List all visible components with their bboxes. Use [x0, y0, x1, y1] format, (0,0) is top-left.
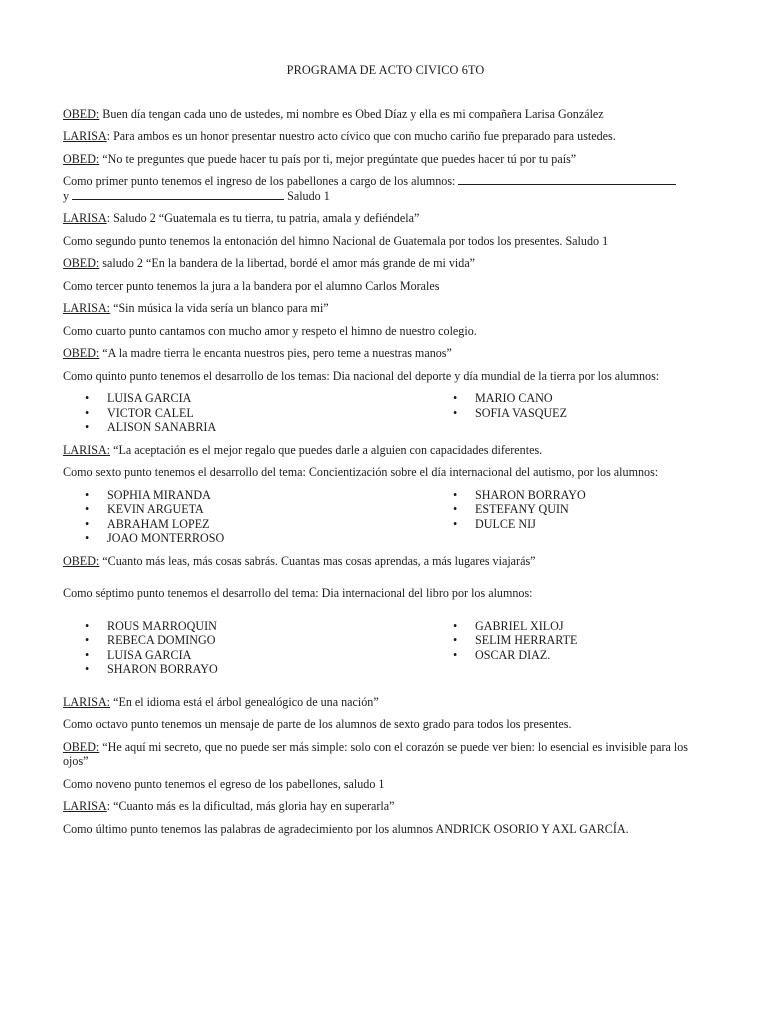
list-item: • ESTEFANY QUIN: [453, 502, 708, 517]
list-item: • ABRAHAM LOPEZ: [85, 517, 453, 532]
student-list-septimo: [63, 619, 708, 677]
line-obed-quote-1: [63, 152, 708, 167]
student-list-quinto: [63, 391, 708, 435]
line-larisa-saludo: [63, 211, 708, 226]
line-obed-saludo: [63, 256, 708, 271]
line-segundo-punto: [63, 234, 708, 249]
document-title: PROGRAMA DE ACTO CIVICO 6TO: [286, 63, 485, 77]
list-item: • KEVIN ARGUETA: [85, 502, 453, 517]
line-text: Buen día tengan cada uno de ustedes, mi nombre es Obed Díaz y ella es mi compañera Larisa González: [99, 106, 604, 121]
list-item: • GABRIEL XILOJ: [453, 619, 708, 634]
list-item: • OSCAR DIAZ.: [453, 648, 708, 663]
list-item: • VICTOR CALEL: [85, 406, 453, 421]
list-item: • DULCE NIJ: [453, 517, 708, 532]
student-list-left: [63, 391, 453, 435]
line-text: : Para ambos es un honor presentar nuestro acto cívico que con mucho cariño fue preparado para ustedes.: [106, 129, 616, 143]
line-text: : Saludo 2 “Guatemala es tu tierra, tu patria, amala y defiéndela”: [106, 211, 420, 225]
fill-in-blank: [458, 174, 676, 185]
line-text: y: [63, 188, 73, 203]
line-larisa-aceptacion: [63, 443, 708, 458]
line-tercer-punto: [63, 279, 708, 294]
list-item: • SHARON BORRAYO: [453, 488, 708, 503]
student-list-right: [453, 488, 708, 546]
line-text: “A la madre tierra le encanta nuestros pies, pero teme a nuestras manos”: [99, 346, 452, 360]
line-text: Como sexto punto tenemos el desarrollo del tema: Concientización sobre el día internacional del autismo, por los alumnos:: [63, 465, 659, 479]
line-text: “Cuanto más leas, más cosas sabrás. Cuantas mas cosas aprendas, a más lugares viajarás”: [99, 553, 536, 568]
line-text: “Sin música la vida sería un blanco para mi”: [110, 301, 329, 315]
line-text: “La aceptación es el mejor regalo que puedes darle a alguien con capacidades diferentes.: [110, 442, 543, 457]
line-cuarto-punto: [63, 324, 708, 339]
line-obed-secreto: [63, 740, 708, 769]
line-text: Como tercer punto tenemos la jura a la bandera por el alumno Carlos Morales: [63, 278, 440, 293]
fill-in-blank: [72, 189, 284, 200]
list-item: • LUISA GARCIA: [85, 391, 453, 406]
list-item: • SOFIA VASQUEZ: [453, 406, 708, 421]
line-text: Como primer punto tenemos el ingreso de los pabellones a cargo de los alumnos:: [63, 174, 459, 188]
list-item: • JOAO MONTERROSO: [85, 531, 453, 546]
line-text: Como último punto tenemos las palabras de agradecimiento por los alumnos ANDRICK OSORIO Y AXL GARCÍA.: [63, 821, 629, 836]
speaker-label: OBED:: [63, 256, 100, 270]
list-item: • MARIO CANO: [453, 391, 708, 406]
speaker-label: OBED:: [63, 739, 100, 754]
student-list-left: [63, 619, 453, 677]
speaker-label: LARISA: [63, 211, 107, 225]
line-text: Como segundo punto tenemos la entonación del himno Nacional de Guatemala por todos los presentes. Saludo 1: [63, 233, 609, 248]
line-text: Como quinto punto tenemos el desarrollo de los temas: Dia nacional del deporte y día mundial de la tierra por los alumnos:: [63, 368, 660, 383]
line-larisa-idioma: [63, 695, 708, 710]
speaker-label: LARISA: [63, 799, 107, 813]
speaker-label: LARISA:: [63, 694, 111, 709]
list-item: • ALISON SANABRIA: [85, 420, 453, 435]
speaker-label: LARISA:: [63, 442, 111, 457]
speaker-label: OBED:: [63, 346, 100, 360]
line-text: Como cuarto punto cantamos con mucho amor y respeto el himno de nuestro colegio.: [63, 323, 477, 338]
list-item: • SOPHIA MIRANDA: [85, 488, 453, 503]
line-text: “He aquí mi secreto, que no puede ser más simple: solo con el corazón se puede ver bien: lo esencial es invisible para los ojos”: [63, 739, 688, 768]
line-octavo-punto: [63, 717, 708, 732]
line-larisa-dificultad: [63, 799, 708, 814]
line-quinto-punto: [63, 369, 708, 384]
line-larisa-intro: [63, 129, 708, 144]
line-sexto-punto: [63, 465, 708, 480]
line-text: “En el idioma está el árbol genealógico de una nación”: [110, 694, 379, 709]
student-list-right: [453, 391, 708, 435]
line-obed-tierra: [63, 346, 708, 361]
list-item: • SHARON BORRAYO: [85, 662, 453, 677]
student-list-left: [63, 488, 453, 546]
line-septimo-punto: [63, 586, 708, 601]
speaker-label: OBED:: [63, 151, 100, 166]
line-larisa-musica: [63, 301, 708, 316]
line-noveno-punto: [63, 777, 708, 792]
line-text: saludo 2 “En la bandera de la libertad, bordé el amor más grande de mi vida”: [99, 256, 476, 270]
line-text: Como noveno punto tenemos el egreso de los pabellones, saludo 1: [63, 776, 385, 791]
speaker-label: LARISA: [63, 129, 107, 143]
speaker-label: OBED:: [63, 553, 100, 568]
line-obed-leer: [63, 554, 708, 569]
speaker-label: OBED:: [63, 106, 100, 121]
line-text: Como séptimo punto tenemos el desarrollo del tema: Dia internacional del libro por los alumnos:: [63, 586, 533, 600]
speaker-label: LARISA:: [63, 301, 111, 315]
list-item: • REBECA DOMINGO: [85, 633, 453, 648]
list-item: • SELIM HERRARTE: [453, 633, 708, 648]
line-ultimo-punto: [63, 822, 708, 837]
student-list-right: [453, 619, 708, 677]
list-item: • ROUS MARROQUIN: [85, 619, 453, 634]
line-text: “No te preguntes que puede hacer tu país por ti, mejor pregúntate que puedes hacer tú por tu país”: [99, 151, 577, 166]
student-list-sexto: [63, 488, 708, 546]
line-text: Como octavo punto tenemos un mensaje de parte de los alumnos de sexto grado para todos los presentes.: [63, 717, 572, 731]
list-item: • LUISA GARCIA: [85, 648, 453, 663]
line-obed-greeting: [63, 107, 708, 122]
line-text: : “Cuanto más es la dificultad, más gloria hay en superarla”: [106, 799, 395, 813]
line-primer-punto: [63, 174, 708, 203]
line-text: Saludo 1: [284, 188, 330, 203]
